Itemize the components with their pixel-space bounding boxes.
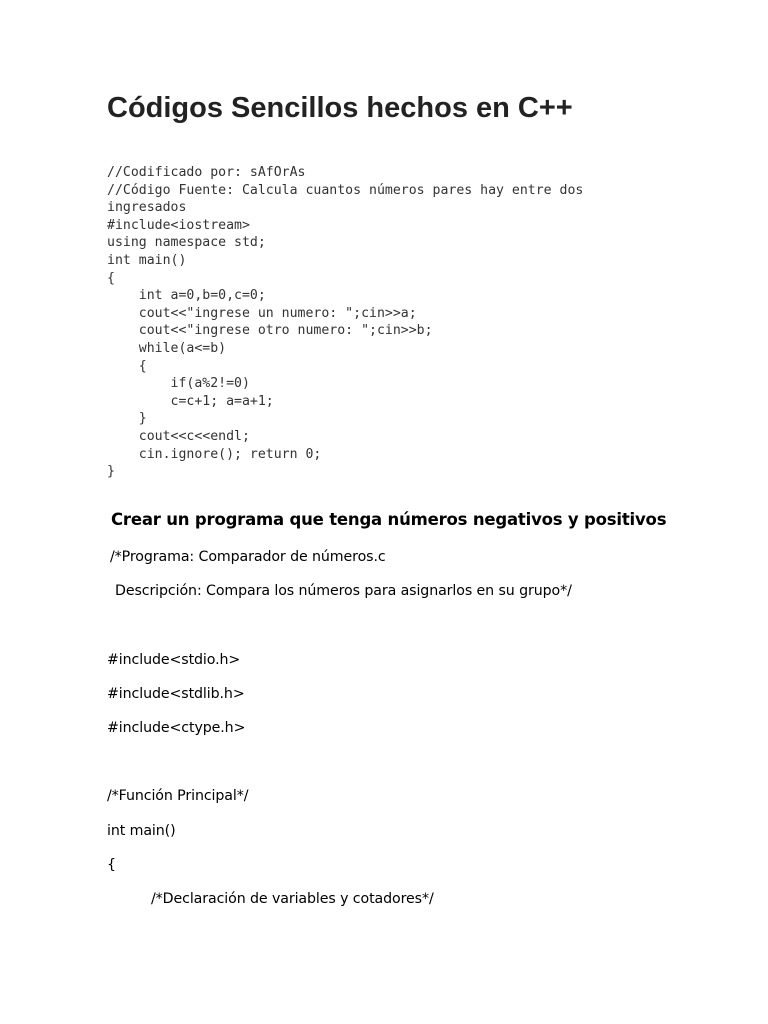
page-title: Códigos Sencillos hechos en C++ — [107, 92, 573, 124]
function-comment-line: /*Función Principal*/ — [107, 788, 249, 805]
program-comment-line: /*Programa: Comparador de números.c — [110, 549, 386, 565]
blank-line — [107, 745, 727, 779]
code-line: { — [107, 358, 147, 374]
code-line: } — [107, 411, 147, 427]
code-line: } — [107, 464, 115, 480]
code-line: cout<<c<<endl; — [107, 428, 250, 444]
code-line: while(a<=b) — [107, 340, 227, 356]
code-line: int main() — [107, 252, 187, 268]
code-line: cin.ignore(); return 0; — [107, 446, 322, 462]
declaration-comment-line: /*Declaración de variables y cotadores*/ — [151, 890, 434, 907]
code-line: #include<iostream> — [107, 217, 250, 233]
code-line: //Codificado por: sAfOrAs — [107, 165, 306, 180]
blank-line — [107, 608, 727, 642]
description-line: Descripción: Compara los números para asignarlos en su grupo*/ — [115, 583, 572, 600]
code-line: int a=0,b=0,c=0; — [107, 288, 266, 304]
code-line: { — [107, 270, 115, 286]
include-line: #include<stdio.h> — [107, 651, 241, 668]
program-section — [107, 508, 727, 916]
include-line: #include<stdlib.h> — [107, 685, 245, 702]
code-line: using namespace std; — [107, 235, 266, 251]
open-brace-line: { — [107, 856, 116, 873]
include-line: #include<ctype.h> — [107, 719, 246, 736]
main-signature-line: int main() — [107, 822, 176, 839]
code-line: if(a%2!=0) — [107, 376, 250, 392]
section-heading: Crear un programa que tenga números negativos y positivos — [111, 510, 667, 529]
code-line: ingresados — [107, 200, 187, 216]
code-block — [107, 164, 707, 481]
code-line: //Código Fuente: Calcula cuantos números pares hay entre dos — [107, 182, 584, 198]
code-line: c=c+1; a=a+1; — [107, 393, 274, 409]
code-line: cout<<"ingrese un numero: ";cin>>a; — [107, 305, 417, 321]
code-line: cout<<"ingrese otro numero: ";cin>>b; — [107, 323, 433, 339]
